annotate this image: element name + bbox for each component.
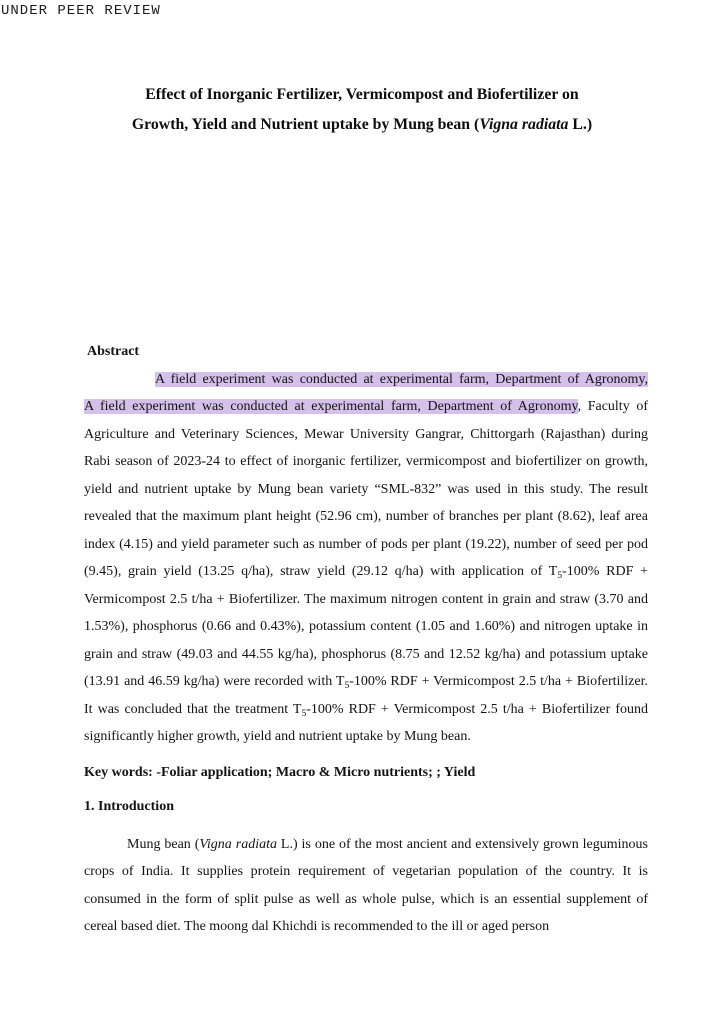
species-name-italic-intro: Vigna radiata [199, 836, 277, 852]
introduction-paragraph [84, 831, 648, 941]
abstract-text-1: , Faculty of Agriculture and Veterinary Sciences, Mewar University Gangrar, Chittorgarh (Rajasthan) during Rabi season of 2023-24 to effect of inorganic fertilizer, vermicompost and biofertilizer on growth, yield and nutrient uptake by Mung bean variety “SML-832” was used in this study. The result revealed that the maximum plant height (52.96 cm), number of branches per plant (8.62), leaf area index (4.15) and yield parameter such as number of pods per plant (19.22), number of seed per pod (9.45), grain yield (13.25 q/ha), straw yield (29.12 q/ha) with application of T [84, 399, 649, 579]
keywords-line: Key words: -Foliar application; Macro & Micro nutrients; ; Yield [84, 764, 476, 780]
abstract-text-2: -100% RDF + Vermicompost 2.5 t/ha + Biofertilizer. The maximum nitrogen content in grain and straw (3.70 and 1.53%), phosphorus (0.66 and 0.43%), potassium content (1.05 and 1.60%) and nitrogen uptake in grain and straw (49.03 and 44.55 kg/ha), phosphorus (8.75 and 12.52 kg/ha) and potassium uptake (13.91 and 46.59 kg/ha) were recorded with T [84, 564, 648, 689]
highlighted-sentence-1: A field experiment was conducted at experimental farm, Department of Agronomy, [155, 371, 648, 387]
introduction-heading: 1. Introduction [84, 799, 174, 814]
manuscript-body [84, 338, 648, 941]
paper-title-line-1: Effect of Inorganic Fertilizer, Vermicompost and Biofertilizer on [145, 86, 579, 103]
paper-title-line-2 [60, 110, 664, 140]
paper-title-line-2-end: L.) [568, 116, 593, 133]
treatment-subscript-1: 5 [557, 571, 563, 581]
introduction-text-2: L.) is one of the most ancient and extensively grown leguminous crops of India. It supplies protein requirement of vegetarian population of the country. It is consumed in the form of split pulse as well as whole pulse, which is an essential supplement of cereal based diet. The moong dal Khichdi is recommended to the ill or aged person [84, 836, 648, 934]
abstract-paragraph [84, 393, 648, 751]
paper-title-line-2-text: Growth, Yield and Nutrient uptake by Mung bean ( [131, 116, 480, 133]
species-name-italic: Vigna radiata [479, 116, 569, 133]
abstract-heading: Abstract [87, 344, 140, 359]
abstract-text-3: -100% RDF + Vermicompost 2.5 t/ha + Biofertilizer. It was concluded that the treatment T [84, 674, 649, 717]
treatment-subscript-2: 5 [344, 681, 350, 691]
abstract-highlighted-line [84, 366, 648, 394]
abstract-text-4: -100% RDF + Vermicompost 2.5 t/ha + Biofertilizer found significantly higher growth, yield and nutrient uptake by Mung bean. [84, 701, 648, 744]
introduction-text-1: Mung bean ( [127, 836, 200, 852]
paper-title [60, 80, 664, 140]
treatment-subscript-3: 5 [301, 708, 307, 719]
highlighted-sentence-2: A field experiment was conducted at experimental farm, Department of Agronomy [84, 399, 578, 414]
peer-review-watermark: UNDER PEER REVIEW [1, 3, 161, 19]
